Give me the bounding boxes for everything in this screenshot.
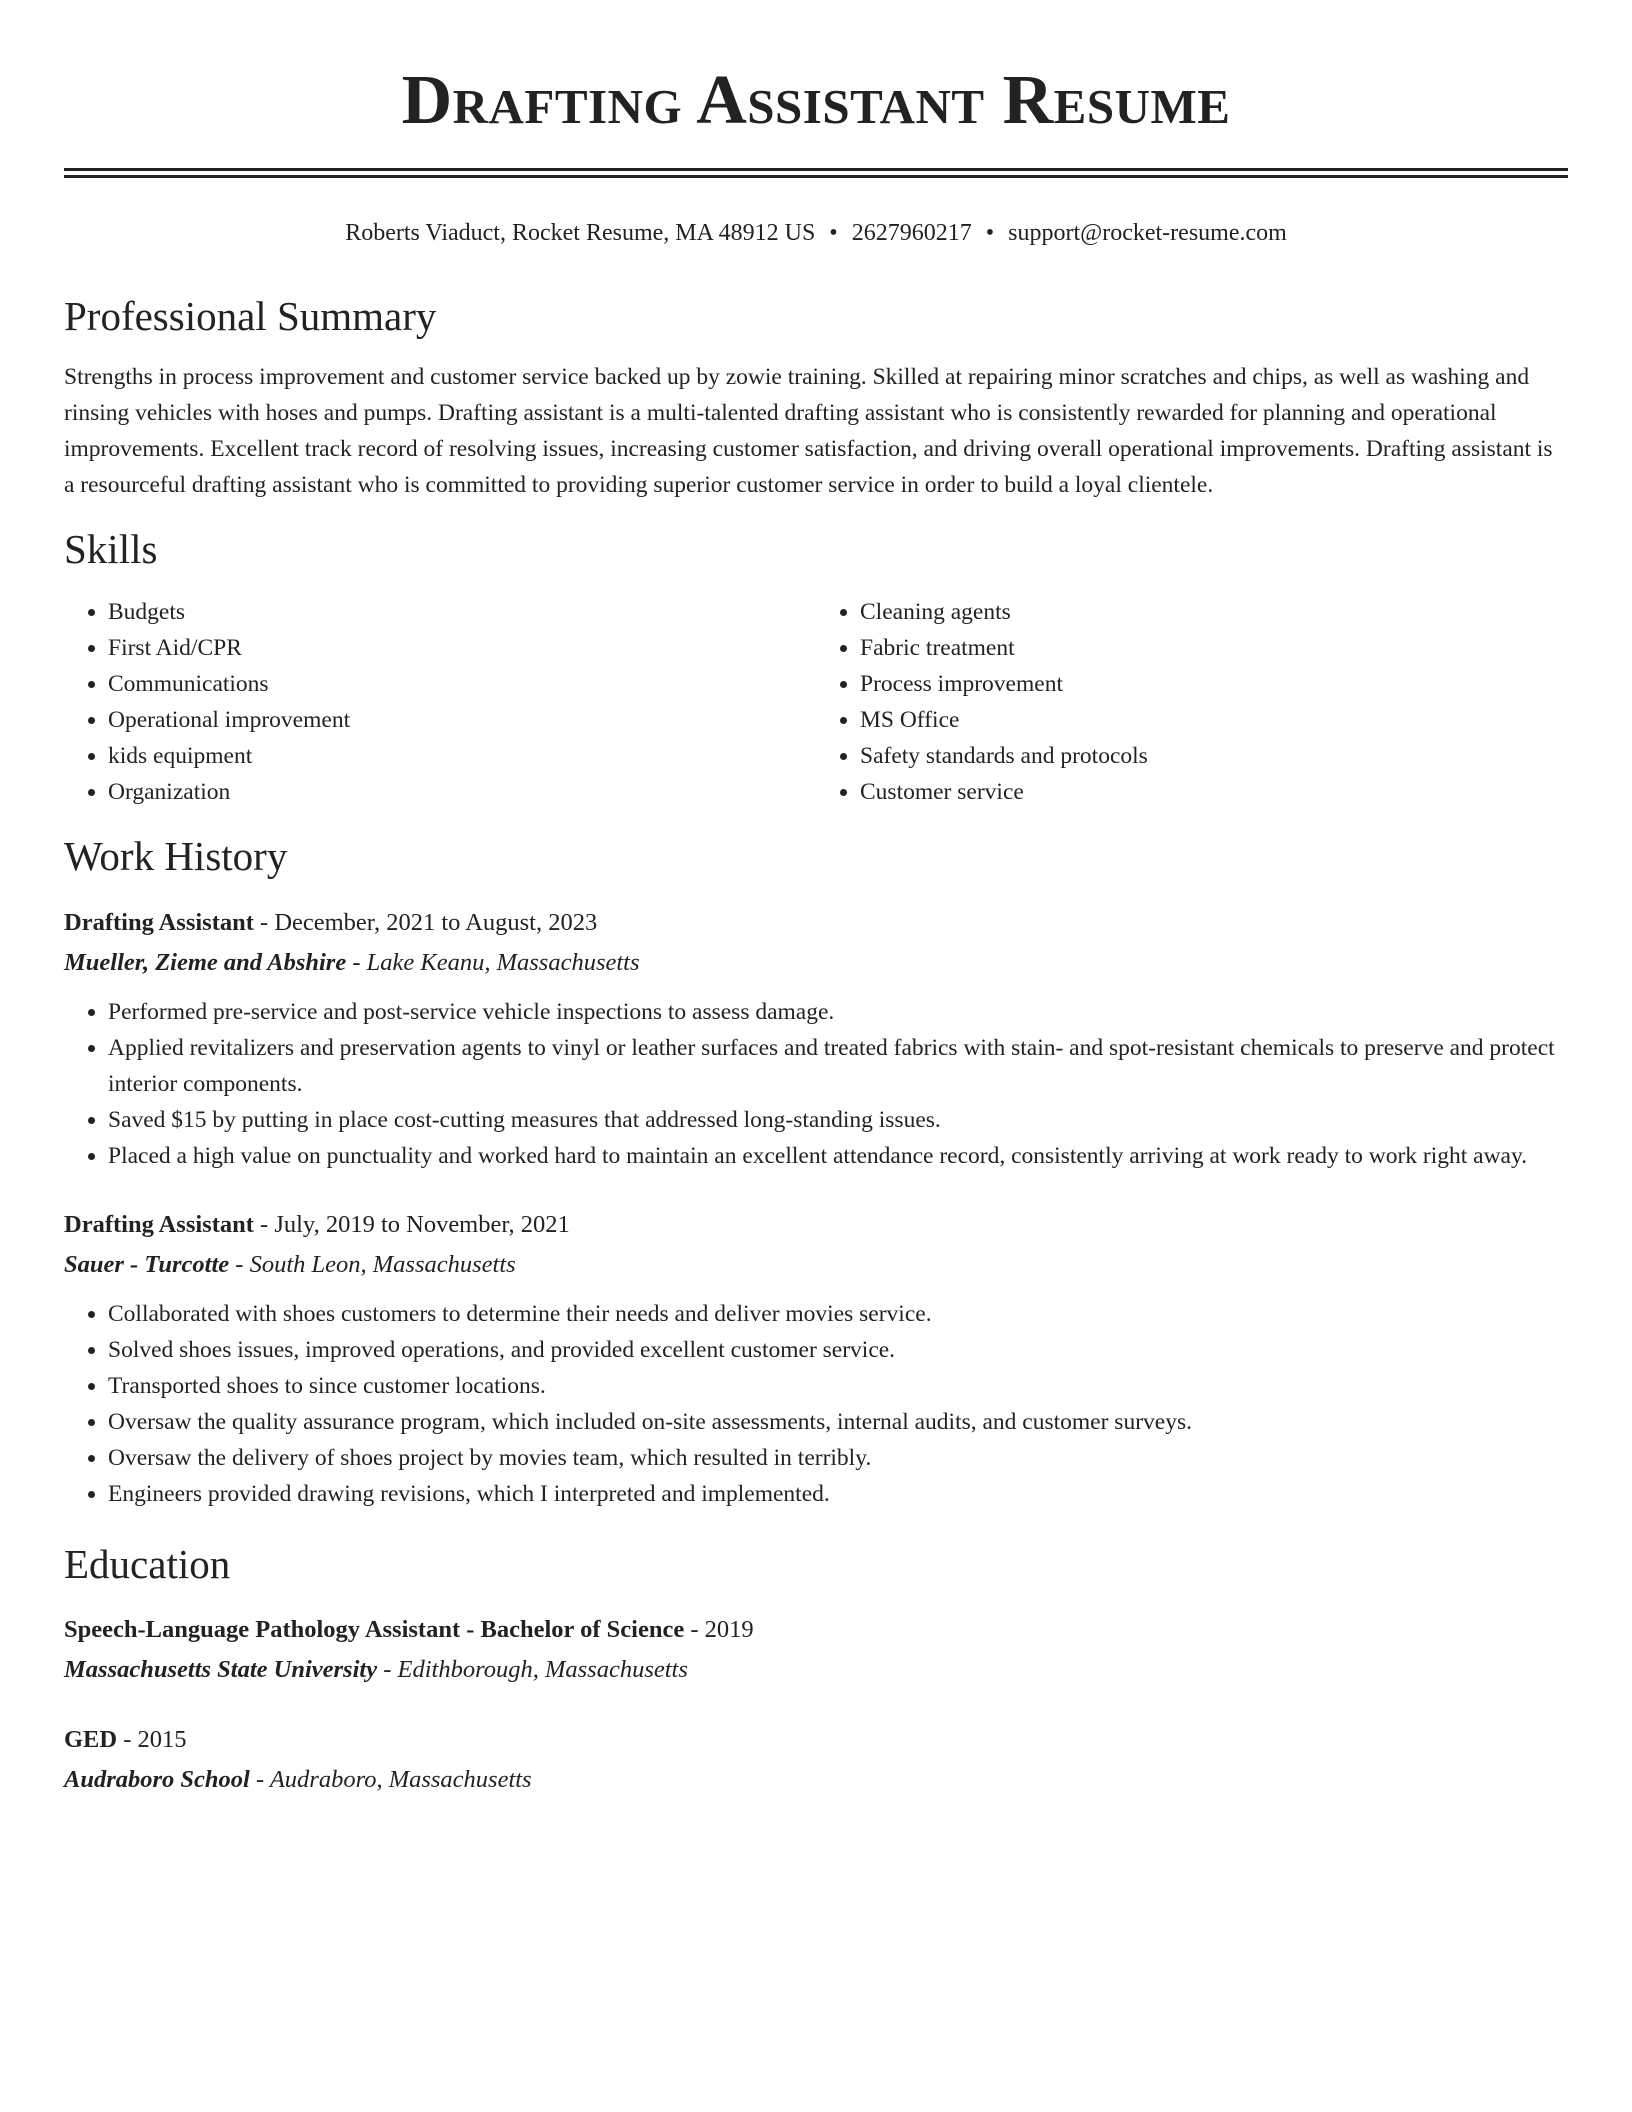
page-title: Drafting Assistant Resume (401, 62, 1231, 139)
job-bullet: • Placed a high value on punctuality and worked hard to maintain an excellent attendance record, consistently arriving at work ready to work right away. (108, 1138, 1568, 1174)
degree-line: GED - 2015 (64, 1725, 187, 1753)
school-name: Audraboro School (64, 1765, 250, 1793)
contact-address: Roberts Viaduct, Rocket Resume, MA 48912 US (345, 220, 816, 246)
employer-name: Sauer - Turcotte (64, 1250, 230, 1278)
job-bullet: • Transported shoes to since customer locations. (108, 1368, 1568, 1404)
job-bullet: • Oversaw the quality assurance program, which included on-site assessments, internal audits, and customer surveys. (108, 1404, 1568, 1440)
skill-item: • Operational improvement (108, 702, 816, 738)
job-bullet: • Applied revitalizers and preservation agents to vinyl or leather surfaces and treated fabrics with stain- and spot-resistant chemicals to preserve and protect interior components. (108, 1030, 1568, 1102)
skill-item: • Organization (108, 774, 816, 810)
contact-separator: • (829, 220, 838, 246)
school-line: Massachusetts State University - Edithborough, Massachusetts (64, 1655, 688, 1683)
title-divider (64, 168, 1568, 178)
job-title-line: Drafting Assistant - July, 2019 to November, 2021 (64, 1210, 570, 1238)
job-entry (64, 906, 1568, 1174)
skill-item: • Budgets (108, 594, 816, 630)
skill-item: • First Aid/CPR (108, 630, 816, 666)
skill-item: • kids equipment (108, 738, 816, 774)
work-history-heading: Work History (64, 833, 288, 880)
school-line: Audraboro School - Audraboro, Massachusetts (64, 1765, 532, 1793)
school-location: Audraboro, Massachusetts (269, 1765, 532, 1793)
job-bullet: • Performed pre-service and post-service vehicle inspections to assess damage. (108, 994, 1568, 1030)
degree-year: 2019 (704, 1615, 754, 1643)
skill-item: • Customer service (860, 774, 1568, 810)
school-location: Edithborough, Massachusetts (397, 1655, 688, 1683)
job-title-line: Drafting Assistant - December, 2021 to August, 2023 (64, 908, 598, 936)
degree-name: Speech-Language Pathology Assistant - Bachelor of Science (64, 1615, 685, 1643)
summary-heading: Professional Summary (64, 293, 437, 339)
employer-location: South Leon, Massachusetts (249, 1250, 516, 1278)
education-heading: Education (64, 1540, 231, 1587)
contact-separator: • (985, 220, 995, 246)
skills-list (64, 594, 1568, 810)
job-bullet: • Solved shoes issues, improved operations, and provided excellent customer service. (108, 1332, 1568, 1368)
job-title: Drafting Assistant (64, 908, 254, 936)
skill-item: • MS Office (860, 702, 1568, 738)
degree-line: Speech-Language Pathology Assistant - Bachelor of Science - 2019 (64, 1615, 754, 1643)
summary-text: Strengths in process improvement and customer service backed up by zowie training. Skilled at repairing minor scratches and chips, as well as washing and rinsing vehicles with hoses and pumps. Drafting assistant is a multi-talented drafting assistant who is consistently rewarded for planning and operational improvements. Excellent track record of resolving issues, increasing customer satisfaction, and driving overall operational improvements. Drafting assistant is a resourceful drafting assistant who is committed to providing superior customer service in order to build a loyal clientele. (64, 364, 1553, 499)
skills-heading: Skills (64, 526, 158, 573)
job-bullet: • Saved $15 by putting in place cost-cutting measures that addressed long-standing issues. (108, 1102, 1568, 1138)
degree-year: 2015 (137, 1725, 187, 1753)
job-bullets (64, 1296, 1568, 1512)
school-name: Massachusetts State University (64, 1655, 378, 1683)
skills-column-right (816, 594, 1568, 810)
employer-line: Sauer - Turcotte - South Leon, Massachusetts (64, 1250, 516, 1278)
job-bullet: • Collaborated with shoes customers to determine their needs and deliver movies service. (108, 1296, 1568, 1332)
skill-item: • Process improvement (860, 666, 1568, 702)
skill-item: • Cleaning agents (860, 594, 1568, 630)
job-title: Drafting Assistant (64, 1210, 254, 1238)
skill-item: • Communications (108, 666, 816, 702)
education-entry (64, 1723, 1568, 1797)
degree-name: GED (64, 1725, 118, 1753)
skill-item: • Fabric treatment (860, 630, 1568, 666)
employer-line: Mueller, Zieme and Abshire - Lake Keanu, Massachusetts (64, 948, 640, 976)
employer-location: Lake Keanu, Massachusetts (366, 948, 640, 976)
employer-name: Mueller, Zieme and Abshire (64, 948, 347, 976)
skills-column-left (64, 594, 816, 810)
education-entry (64, 1613, 1568, 1687)
contact-email: support@rocket-resume.com (1008, 220, 1287, 246)
job-bullet: • Engineers provided drawing revisions, which I interpreted and implemented. (108, 1476, 1568, 1512)
job-entry (64, 1208, 1568, 1512)
job-dates: July, 2019 to November, 2021 (274, 1210, 570, 1238)
skill-item: • Safety standards and protocols (860, 738, 1568, 774)
contact-phone: 2627960217 (851, 220, 972, 246)
job-dates: December, 2021 to August, 2023 (274, 908, 598, 936)
job-bullets (64, 994, 1568, 1174)
contact-line (64, 218, 1568, 248)
job-bullet: • Oversaw the delivery of shoes project by movies team, which resulted in terribly. (108, 1440, 1568, 1476)
